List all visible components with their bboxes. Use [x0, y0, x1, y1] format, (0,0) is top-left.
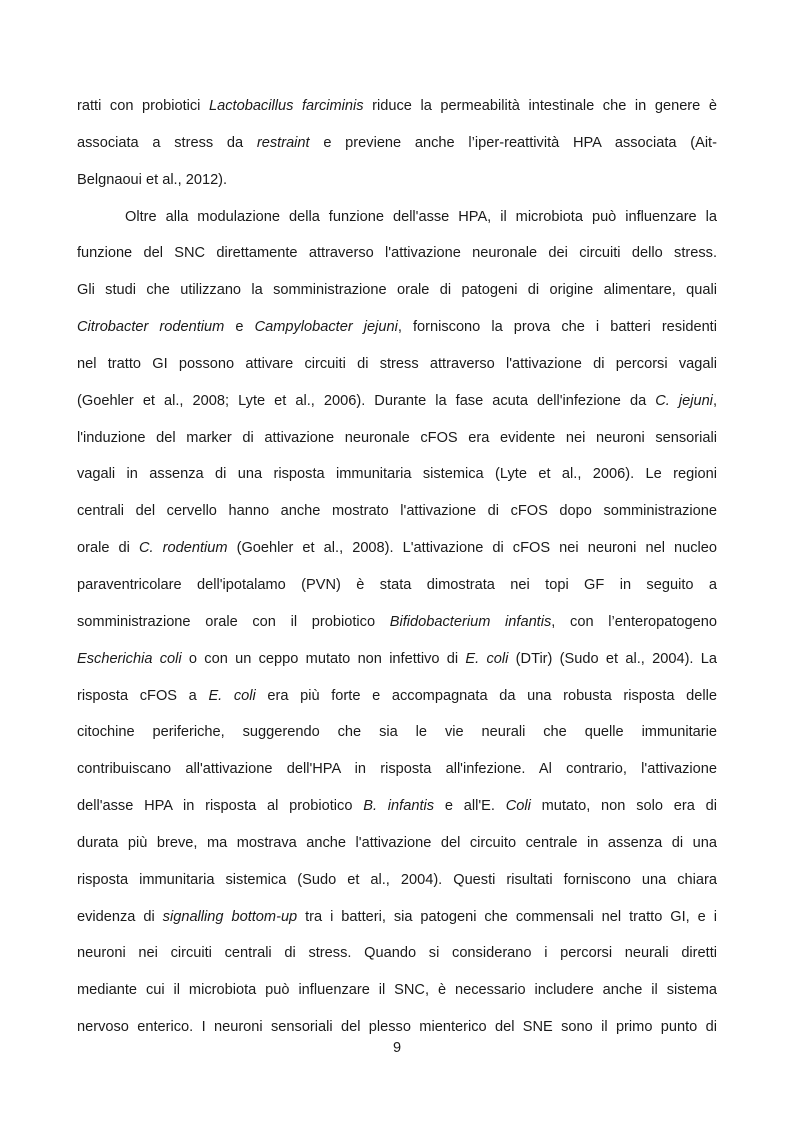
italic-term: C. rodentium: [138, 540, 228, 557]
text-line: [77, 899, 717, 936]
text-run: nervoso enterico. I neuroni sensoriali del plesso mienterico del SNE sono il primo punto di: [77, 1019, 717, 1036]
text-line: [77, 383, 717, 420]
text-line: [77, 88, 717, 125]
text-run: evidenza di: [77, 908, 163, 925]
text-run: citochine periferiche, suggerendo che sia le vie neurali che quelle immunitarie: [77, 724, 717, 741]
page-number: 9: [392, 1040, 402, 1056]
text-line: [77, 162, 717, 199]
text-run: nel tratto GI possono attivare circuiti di stress attraverso l'attivazione di percorsi vagali: [77, 355, 717, 372]
text-line: [77, 309, 717, 346]
text-line: [77, 493, 717, 530]
italic-term: Campylobacter jejuni: [254, 319, 398, 336]
text-run: contribuiscano all'attivazione dell'HPA in risposta all'infezione. Al contrario, l'attivazione: [77, 761, 717, 778]
text-run: funzione del SNC direttamente attraverso l'attivazione neuronale dei circuiti dello stress.: [77, 245, 717, 262]
text-line: [77, 604, 717, 641]
text-run: riduce la permeabilità intestinale che in genere è: [363, 98, 717, 114]
text-line: [77, 751, 717, 788]
italic-term: E. coli: [208, 687, 256, 704]
text-run: (Goehler et al., 2008). L'attivazione di cFOS nei neuroni nel nucleo: [227, 540, 717, 557]
italic-term: B. infantis: [363, 798, 435, 815]
text-run: ratti con probiotici: [77, 98, 209, 114]
italic-term: Bifidobacterium infantis: [389, 613, 552, 630]
text-run: risposta cFOS a: [77, 687, 209, 704]
text-run: e: [224, 319, 255, 336]
text-run: l'induzione del marker di attivazione neuronale cFOS era evidente nei neuroni sensoriali: [77, 429, 717, 446]
text-run: Gli studi che utilizzano la somministrazione orale di patogeni di origine alimentare, quali: [77, 282, 717, 299]
text-run: mediante cui il microbiota può influenzare il SNC, è necessario includere anche il sistema: [77, 982, 717, 999]
italic-term: Escherichia coli: [77, 650, 182, 667]
text-run: o con un ceppo mutato non infettivo di: [181, 650, 466, 667]
text-line: [77, 862, 717, 899]
text-run: tra i batteri, sia patogeni che commensali nel tratto GI, e i: [297, 908, 717, 925]
text-run: centrali del cervello hanno anche mostrato l'attivazione di cFOS dopo somministrazione: [77, 503, 717, 520]
text-line: [77, 567, 717, 604]
text-run: associata a stress da: [77, 134, 257, 151]
document-body: [77, 88, 717, 1046]
italic-term: Coli: [505, 798, 531, 815]
text-run: somministrazione orale con il probiotico: [77, 613, 390, 630]
italic-term: E. coli: [465, 650, 509, 667]
text-run: neuroni nei circuiti centrali di stress. Quando si considerano i percorsi neurali diretti: [77, 945, 717, 962]
text-run: e previene anche l’iper-reattività HPA associata (Ait-: [309, 134, 717, 151]
text-run: dell'asse HPA in risposta al probiotico: [77, 798, 364, 815]
text-run: Oltre alla modulazione della funzione dell'asse HPA, il microbiota può influenzare la: [125, 208, 717, 225]
text-run: risposta immunitaria sistemica (Sudo et al., 2004). Questi risultati forniscono una chiara: [77, 871, 717, 888]
text-run: vagali in assenza di una risposta immunitaria sistemica (Lyte et al., 2006). Le regioni: [77, 466, 717, 483]
text-line: [77, 346, 717, 383]
text-run: Belgnaoui et al., 2012).: [77, 171, 228, 188]
text-line: [77, 972, 717, 1009]
text-line: [77, 714, 717, 751]
italic-term: signalling bottom-up: [162, 908, 298, 925]
text-run: mutato, non solo era di: [530, 798, 717, 815]
italic-term: restraint: [256, 134, 310, 151]
text-run: durata più breve, ma mostrava anche l'attivazione del circuito centrale in assenza di una: [77, 834, 717, 851]
text-line: [77, 235, 717, 272]
text-run: orale di: [77, 540, 139, 557]
text-line: [77, 788, 717, 825]
text-line: [77, 420, 717, 457]
text-line: [77, 641, 717, 678]
italic-term: Lactobacillus farciminis: [209, 98, 364, 114]
text-run: , con l’enteropatogeno: [551, 613, 717, 630]
text-run: e all'E.: [434, 798, 506, 815]
text-line: [77, 456, 717, 493]
text-line: [77, 678, 717, 715]
text-run: ,: [712, 392, 717, 409]
text-line: [77, 125, 717, 162]
text-line: [77, 199, 717, 236]
text-run: , forniscono la prova che i batteri residenti: [397, 319, 717, 336]
text-line: [77, 935, 717, 972]
text-line: [77, 825, 717, 862]
text-run: (Goehler et al., 2008; Lyte et al., 2006). Durante la fase acuta dell'infezione da: [77, 392, 656, 409]
text-line: [77, 530, 717, 567]
italic-term: Citrobacter rodentium: [77, 319, 225, 336]
text-run: (DTir) (Sudo et al., 2004). La: [508, 650, 717, 667]
text-line: [77, 272, 717, 309]
italic-term: C. jejuni: [655, 392, 713, 409]
text-run: era più forte e accompagnata da una robusta risposta delle: [255, 687, 717, 704]
text-run: paraventricolare dell'ipotalamo (PVN) è stata dimostrata nei topi GF in seguito a: [77, 576, 717, 593]
